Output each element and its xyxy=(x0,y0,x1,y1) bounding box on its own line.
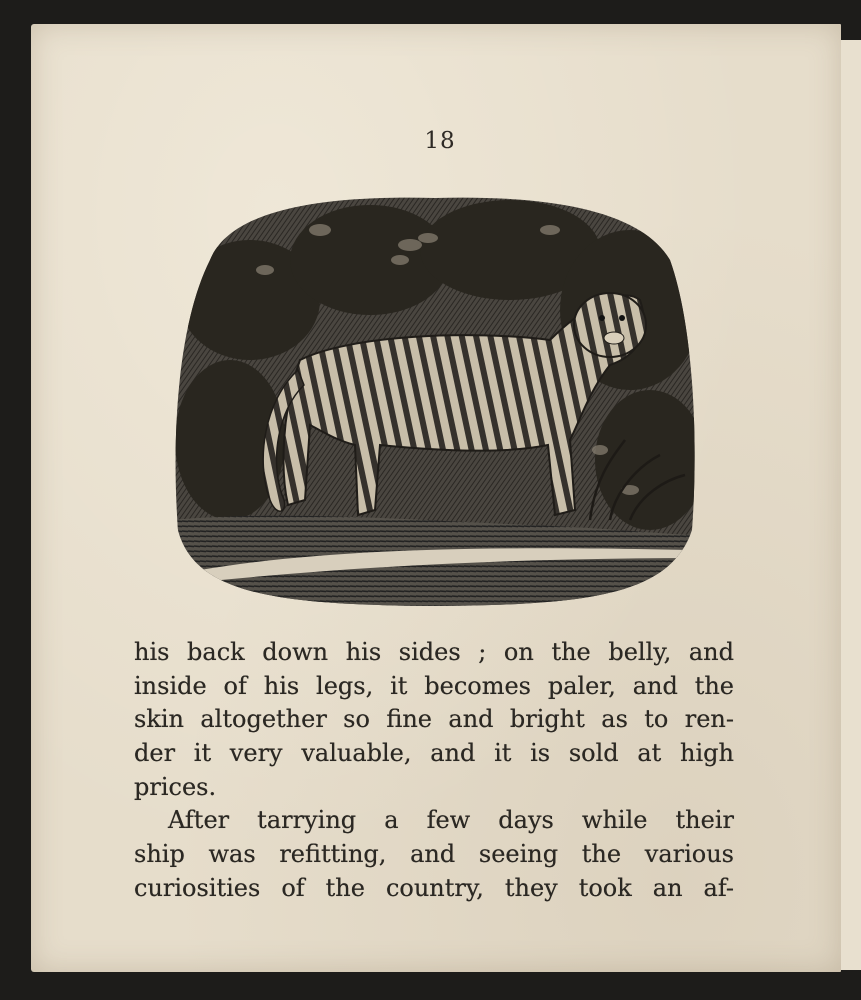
text-line: ship was refitting, and seeing the various xyxy=(134,840,734,869)
text-line: der it very valuable, and it is sold at high xyxy=(134,739,734,768)
text-line: his back down his sides ; on the belly, and xyxy=(134,638,734,666)
text-line: curiosities of the country, they took an af- xyxy=(134,873,734,902)
tiger-illustration xyxy=(170,190,700,610)
page-number: 18 xyxy=(424,128,456,154)
text-line: skin altogether so fine and bright as to ren- xyxy=(134,705,734,734)
text-line: After tarrying a few days while their xyxy=(168,806,734,835)
facing-page-edge xyxy=(838,40,861,970)
text-line: inside of his legs, it becomes paler, and the xyxy=(134,671,734,700)
text-line: prices. xyxy=(134,772,217,801)
body-text xyxy=(134,636,734,906)
